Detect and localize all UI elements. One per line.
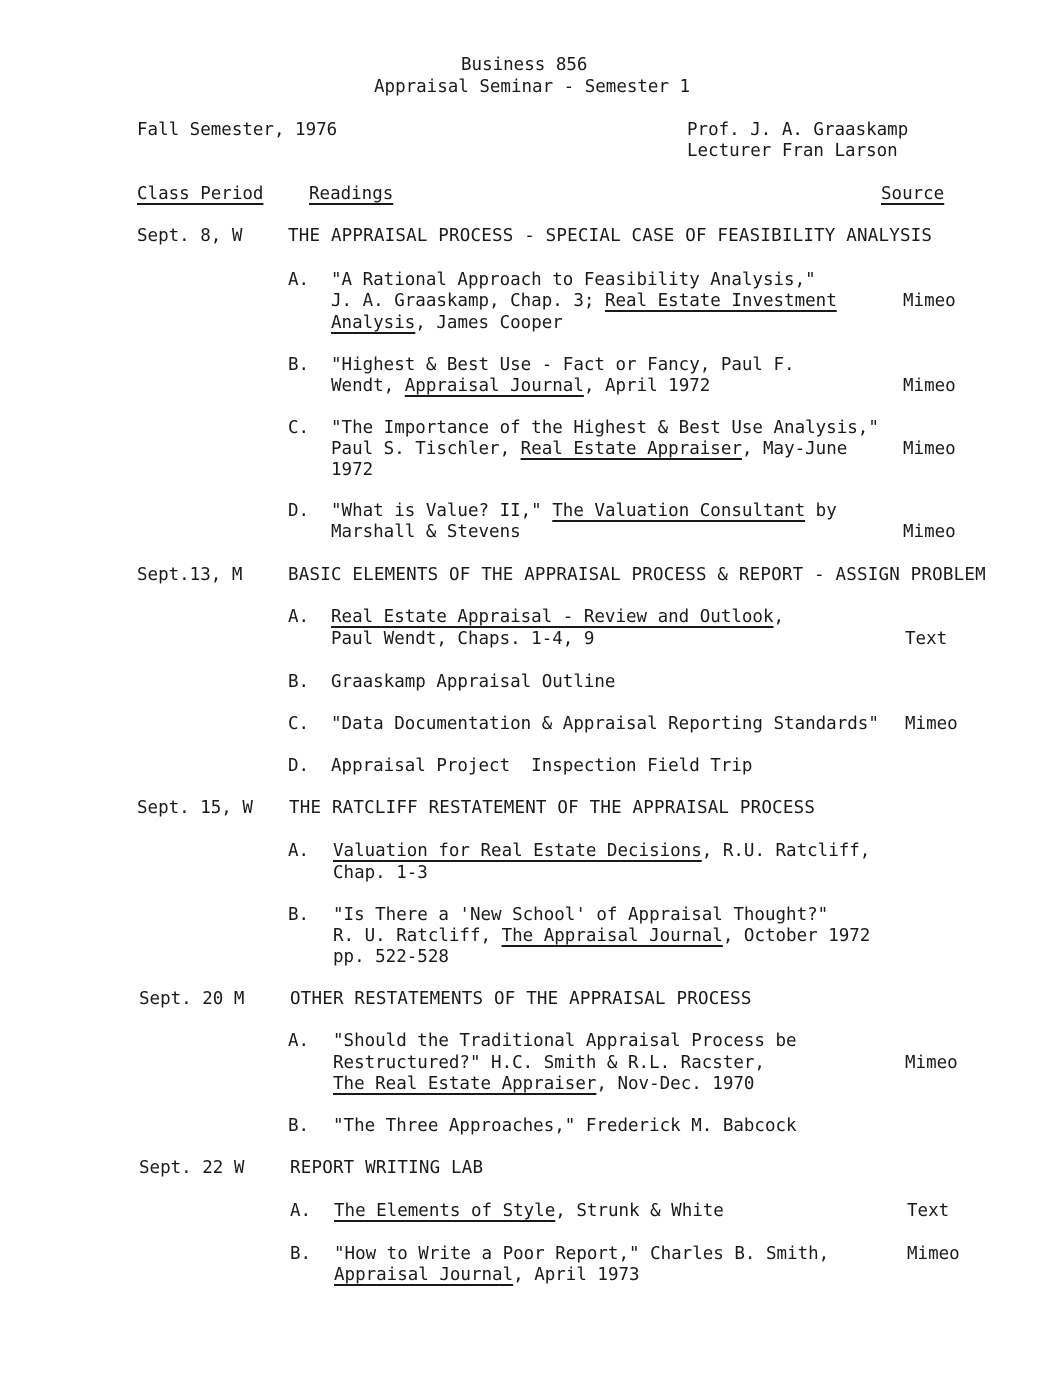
item-letter: B. <box>288 905 310 925</box>
item-letter: B. <box>288 355 310 375</box>
reading-text: , October 1972 <box>722 926 871 946</box>
item-letter: D. <box>288 756 310 776</box>
item-letter: B. <box>288 1116 310 1136</box>
reading-line: Restructured?" H.C. Smith & R.L. Racster, <box>333 1053 765 1073</box>
reading-line <box>334 1203 724 1221</box>
reading-line: "Is There a 'New School' of Appraisal Thought?" <box>333 905 829 925</box>
item-letter: D. <box>288 501 310 521</box>
session-date: Sept. 15, W <box>137 798 253 818</box>
publication-title: Real Estate Appraisal - Review and Outlook <box>331 607 774 627</box>
item-letter: B. <box>288 672 310 692</box>
item-letter: A. <box>288 1031 310 1051</box>
item-letter: B. <box>290 1244 312 1264</box>
reading-text: , Strunk & White <box>555 1201 724 1221</box>
reading-line <box>331 503 837 521</box>
session-date: Sept.13, M <box>137 565 243 585</box>
publication-title: Appraisal Journal <box>334 1265 514 1285</box>
source-label: Text <box>905 629 948 649</box>
reading-text: , May-June <box>741 439 848 459</box>
item-letter: A. <box>288 841 310 861</box>
reading-line: "The Importance of the Highest & Best Use Analysis," <box>331 418 879 438</box>
session-topic: BASIC ELEMENTS OF THE APPRAISAL PROCESS & REPORT - ASSIGN PROBLEM <box>288 565 986 585</box>
publication-title: Analysis <box>331 313 416 333</box>
professor: Prof. J. A. Graaskamp <box>687 120 909 140</box>
reading-line <box>333 843 870 861</box>
source-label: Mimeo <box>903 291 956 311</box>
reading-line: Graaskamp Appraisal Outline <box>331 672 616 692</box>
item-letter: C. <box>288 418 310 438</box>
reading-text: , April 1972 <box>583 376 711 396</box>
source-label: Text <box>907 1201 950 1221</box>
source-label: Mimeo <box>907 1244 960 1264</box>
item-letter: A. <box>290 1201 312 1221</box>
reading-line <box>331 293 837 311</box>
reading-line: "The Three Approaches," Frederick M. Babcock <box>333 1116 797 1136</box>
reading-line <box>333 928 870 946</box>
reading-line <box>331 315 563 333</box>
reading-line: 1972 <box>331 460 374 480</box>
reading-line: Appraisal Project Inspection Field Trip <box>331 756 753 776</box>
reading-text: Wendt, <box>331 376 405 396</box>
source-label: Mimeo <box>903 376 956 396</box>
publication-title: The Appraisal Journal <box>501 926 723 946</box>
publication-title: Valuation for Real Estate Decisions <box>333 841 702 861</box>
publication-title: Real Estate Investment <box>604 291 837 311</box>
session-topic: REPORT WRITING LAB <box>290 1158 484 1178</box>
reading-line <box>331 609 784 627</box>
publication-title: Appraisal Journal <box>404 376 584 396</box>
reading-text: J. A. Graaskamp, Chap. 3; <box>331 291 605 311</box>
source-label: Mimeo <box>905 714 958 734</box>
session-topic: THE RATCLIFF RESTATEMENT OF THE APPRAISAL PROCESS <box>289 798 816 818</box>
column-header-readings: Readings <box>309 184 394 204</box>
session-date: Sept. 8, W <box>137 226 243 246</box>
publication-title: The Valuation Consultant <box>552 501 806 521</box>
reading-text: , Nov-Dec. 1970 <box>596 1074 755 1094</box>
reading-line: Marshall & Stevens <box>331 522 521 542</box>
source-label: Mimeo <box>903 439 956 459</box>
reading-text: , R.U. Ratcliff, <box>701 841 871 861</box>
publication-title: Real Estate Appraiser <box>520 439 742 459</box>
reading-line: pp. 522-528 <box>333 947 449 967</box>
reading-text: , James Cooper <box>415 313 563 333</box>
reading-text: R. U. Ratcliff, <box>333 926 502 946</box>
source-label: Mimeo <box>903 522 956 542</box>
column-header-source: Source <box>881 184 945 204</box>
item-letter: C. <box>288 714 310 734</box>
item-letter: A. <box>288 607 310 627</box>
reading-line <box>331 378 710 396</box>
reading-text: , <box>773 607 785 627</box>
session-date: Sept. 20 M <box>139 989 245 1009</box>
lecturer: Lecturer Fran Larson <box>687 141 898 161</box>
session-topic: THE APPRAISAL PROCESS - SPECIAL CASE OF FEASIBILITY ANALYSIS <box>288 226 933 246</box>
course-title: Business 856 <box>461 55 588 75</box>
reading-line: "Highest & Best Use - Fact or Fancy, Paul F. <box>331 355 795 375</box>
publication-title: The Real Estate Appraiser <box>333 1074 597 1094</box>
reading-text: "What is Value? II," <box>331 501 553 521</box>
reading-line: Paul Wendt, Chaps. 1-4, 9 <box>331 629 595 649</box>
reading-line <box>334 1267 640 1285</box>
reading-line: "How to Write a Poor Report," Charles B. Smith, <box>334 1244 830 1264</box>
publication-title: The Elements of Style <box>334 1201 556 1221</box>
course-subtitle: Appraisal Seminar - Semester 1 <box>374 77 691 97</box>
reading-text: , April 1973 <box>513 1265 640 1285</box>
reading-text: by <box>805 501 837 521</box>
reading-line <box>331 441 847 459</box>
reading-line: "Data Documentation & Appraisal Reporting Standards" <box>331 714 879 734</box>
source-label: Mimeo <box>905 1053 958 1073</box>
session-date: Sept. 22 W <box>139 1158 245 1178</box>
reading-line: Chap. 1-3 <box>333 863 428 883</box>
reading-line <box>333 1076 754 1094</box>
reading-text: Paul S. Tischler, <box>331 439 521 459</box>
reading-line: "Should the Traditional Appraisal Process be <box>333 1031 797 1051</box>
term: Fall Semester, 1976 <box>137 120 338 140</box>
item-letter: A. <box>288 270 310 290</box>
column-header-class-period: Class Period <box>137 184 264 204</box>
reading-line: "A Rational Approach to Feasibility Analysis," <box>331 270 816 290</box>
session-topic: OTHER RESTATEMENTS OF THE APPRAISAL PROCESS <box>290 989 752 1009</box>
